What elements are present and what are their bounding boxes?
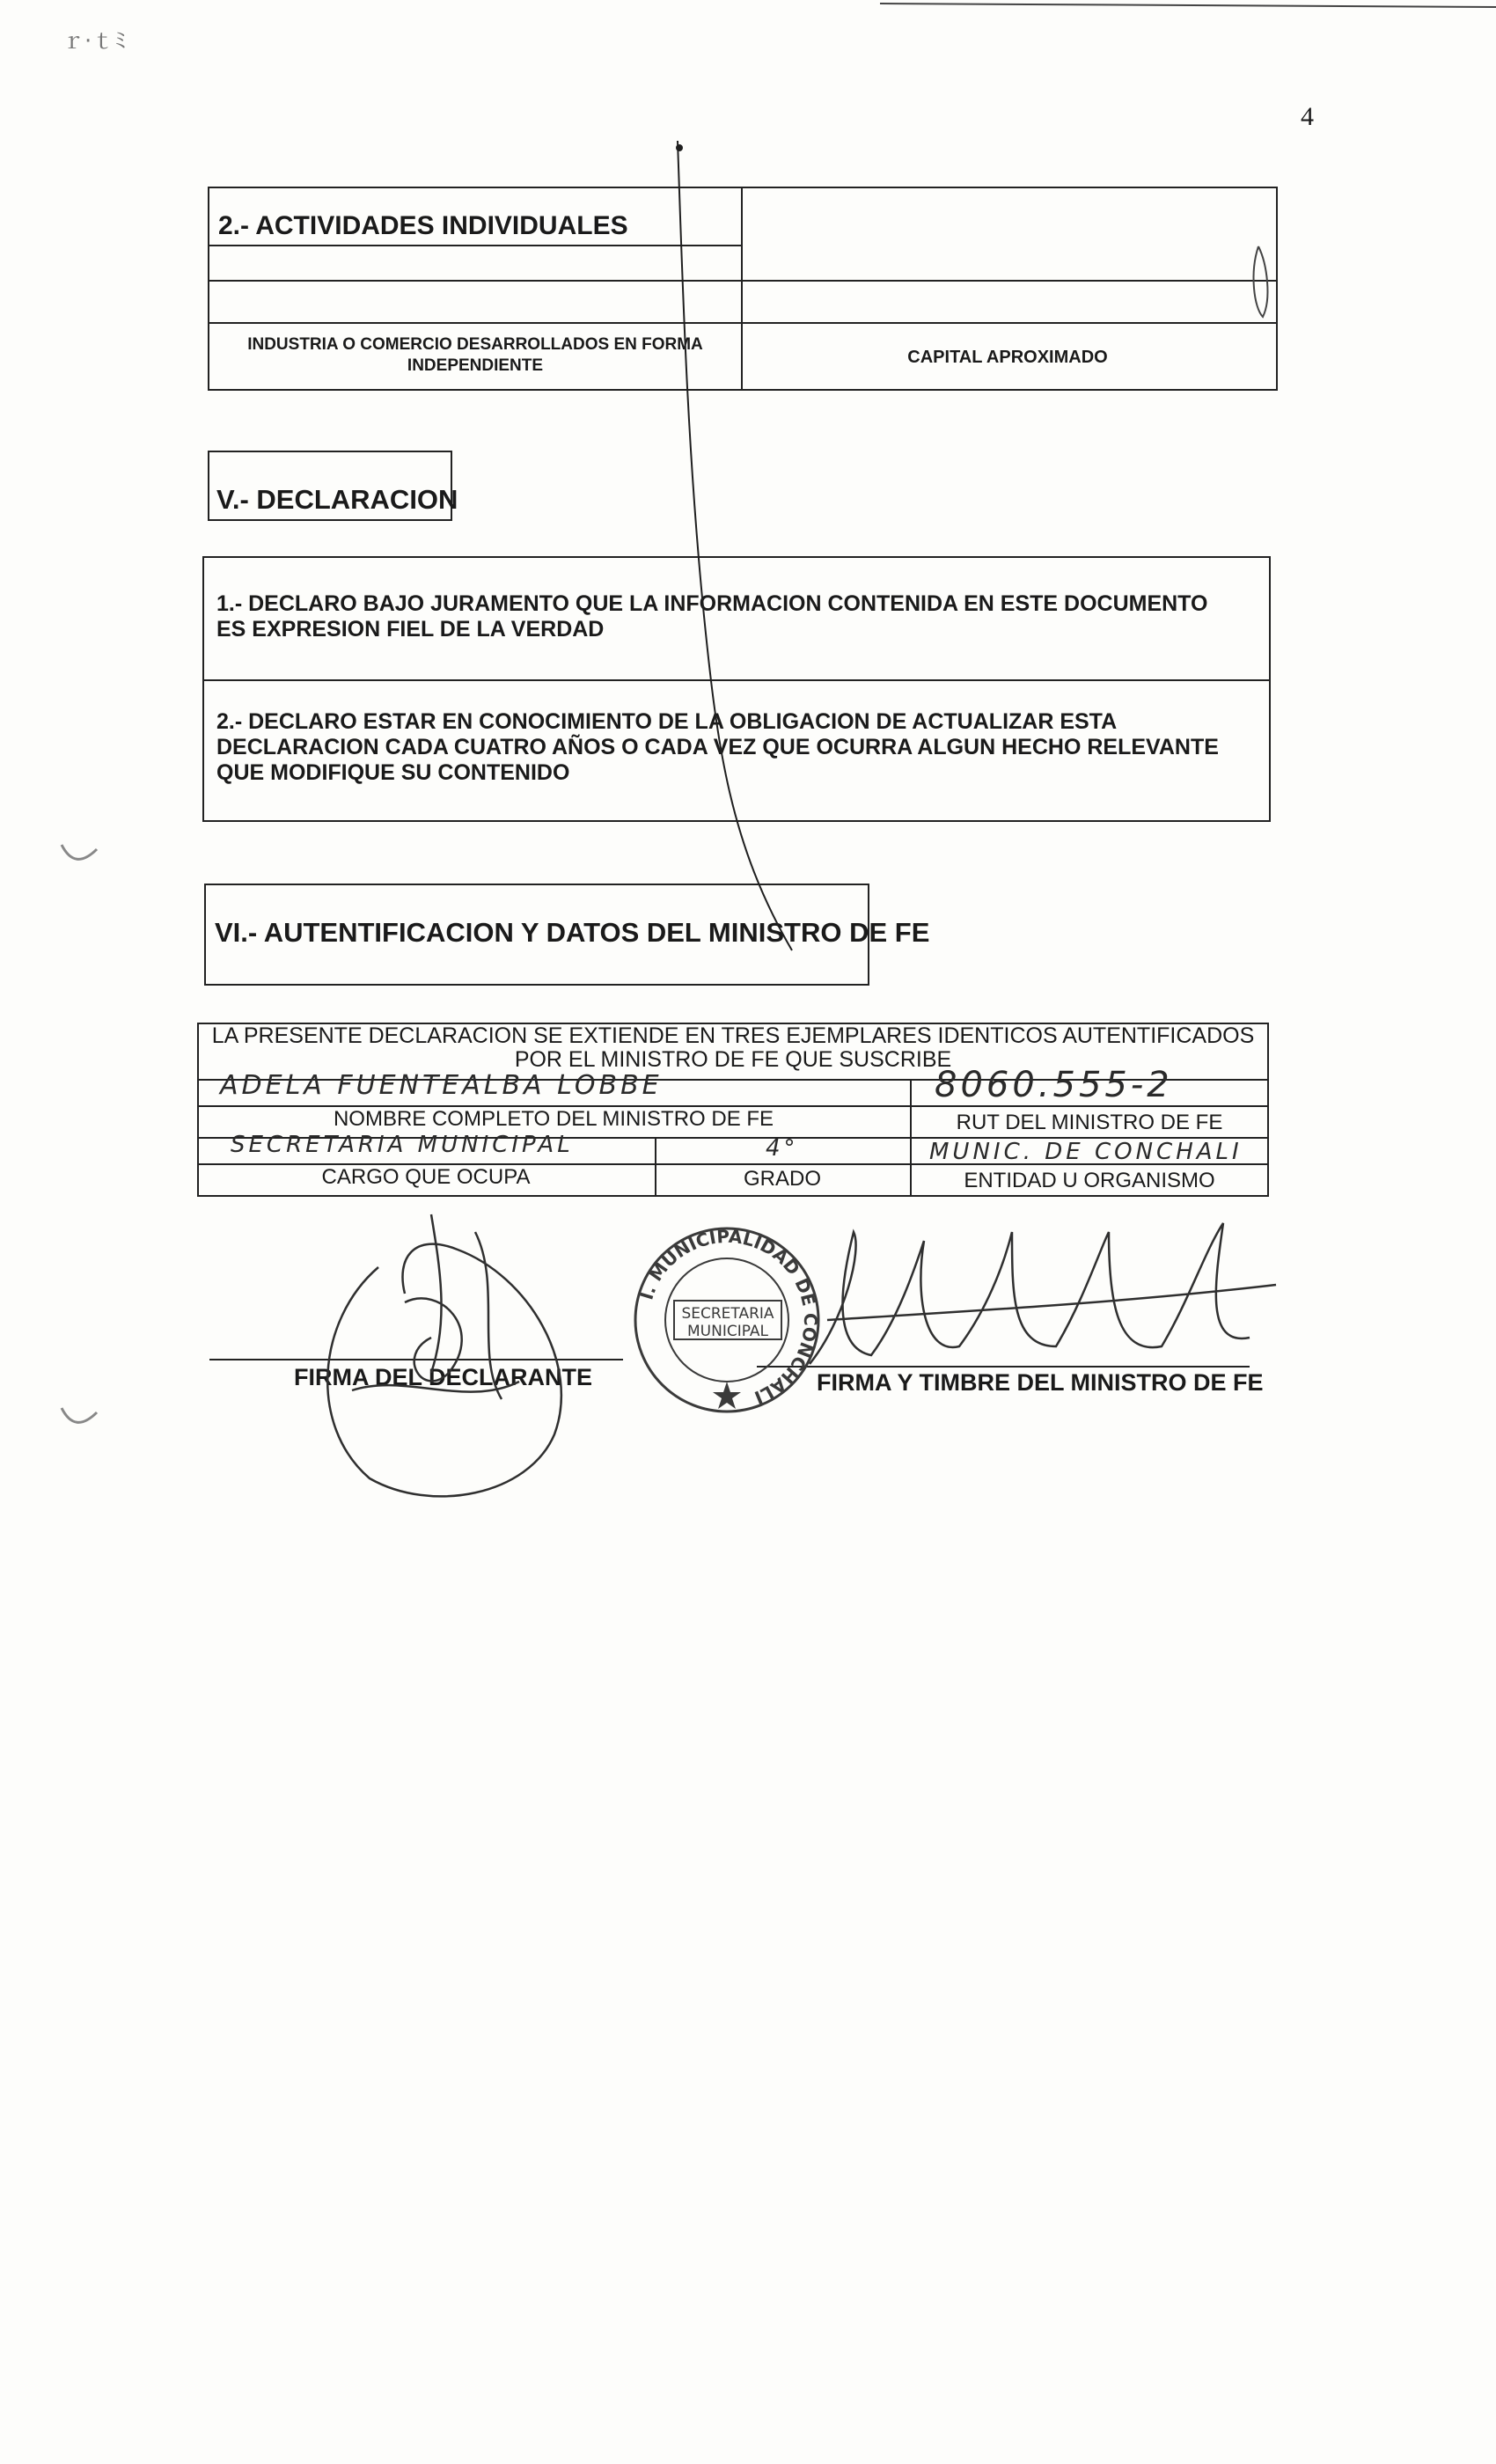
authentication-title: VI.- AUTENTIFICACION Y DATOS DEL MINISTRO DE FE <box>215 917 930 948</box>
activities-title: 2.- ACTIVIDADES INDIVIDUALES <box>218 211 628 240</box>
authentication-intro: LA PRESENTE DECLARACION SE EXTIENDE EN TRES EJEMPLARES IDENTICOS AUTENTIFICADOS POR EL MINISTRO DE FE QUE SUSCRIBE <box>211 1023 1255 1072</box>
cargo-value: SECRETARIA MUNICIPAL <box>231 1132 574 1158</box>
declaration-title: V.- DECLARACION <box>216 484 458 515</box>
activities-col2-header: CAPITAL APROXIMADO <box>907 348 1108 367</box>
activities-col1-header: INDUSTRIA O COMERCIO DESARROLLADOS EN FORMA INDEPENDIENTE <box>247 335 703 375</box>
svg-text:ｒ·ｔﾐ: ｒ·ｔﾐ <box>62 28 127 55</box>
grado-value: 4° <box>766 1135 799 1162</box>
cargo-label: CARGO QUE OCUPA <box>321 1165 531 1189</box>
minister-rut-label: RUT DEL MINISTRO DE FE <box>956 1111 1223 1134</box>
declaration-item-1: 1.- DECLARO BAJO JURAMENTO QUE LA INFORMACION CONTENIDA EN ESTE DOCUMENTO ES EXPRESION FIEL DE LA VERDAD <box>216 591 1208 642</box>
entidad-value: MUNIC. DE CONCHALI <box>929 1139 1243 1165</box>
stamp-ring-text: I. MUNICIPALIDAD DE CONCHALI <box>635 1225 822 1409</box>
minister-name-value: ADELA FUENTEALBA LOBBE <box>220 1070 663 1101</box>
minister-rut-value: 8060.555-2 <box>935 1065 1173 1105</box>
minister-name-label: NOMBRE COMPLETO DEL MINISTRO DE FE <box>333 1107 774 1131</box>
stamp-center-line1: SECRETARIA <box>681 1305 774 1323</box>
declarant-signature-label: FIRMA DEL DECLARANTE <box>294 1364 592 1390</box>
minister-signature-label: FIRMA Y TIMBRE DEL MINISTRO DE FE <box>817 1369 1264 1396</box>
declaration-item-2: 2.- DECLARO ESTAR EN CONOCIMIENTO DE LA OBLIGACION DE ACTUALIZAR ESTA DECLARACION CADA CUATRO AÑOS O CADA VEZ QUE OCURRA ALGUN HECHO RELEVANTE QUE MODIFIQUE SU CONTENIDO <box>216 709 1219 785</box>
entidad-label: ENTIDAD U ORGANISMO <box>964 1169 1215 1192</box>
grado-label: GRADO <box>743 1167 821 1191</box>
page-number: 4 <box>1301 102 1314 131</box>
stamp-center-line2: MUNICIPAL <box>687 1323 768 1340</box>
